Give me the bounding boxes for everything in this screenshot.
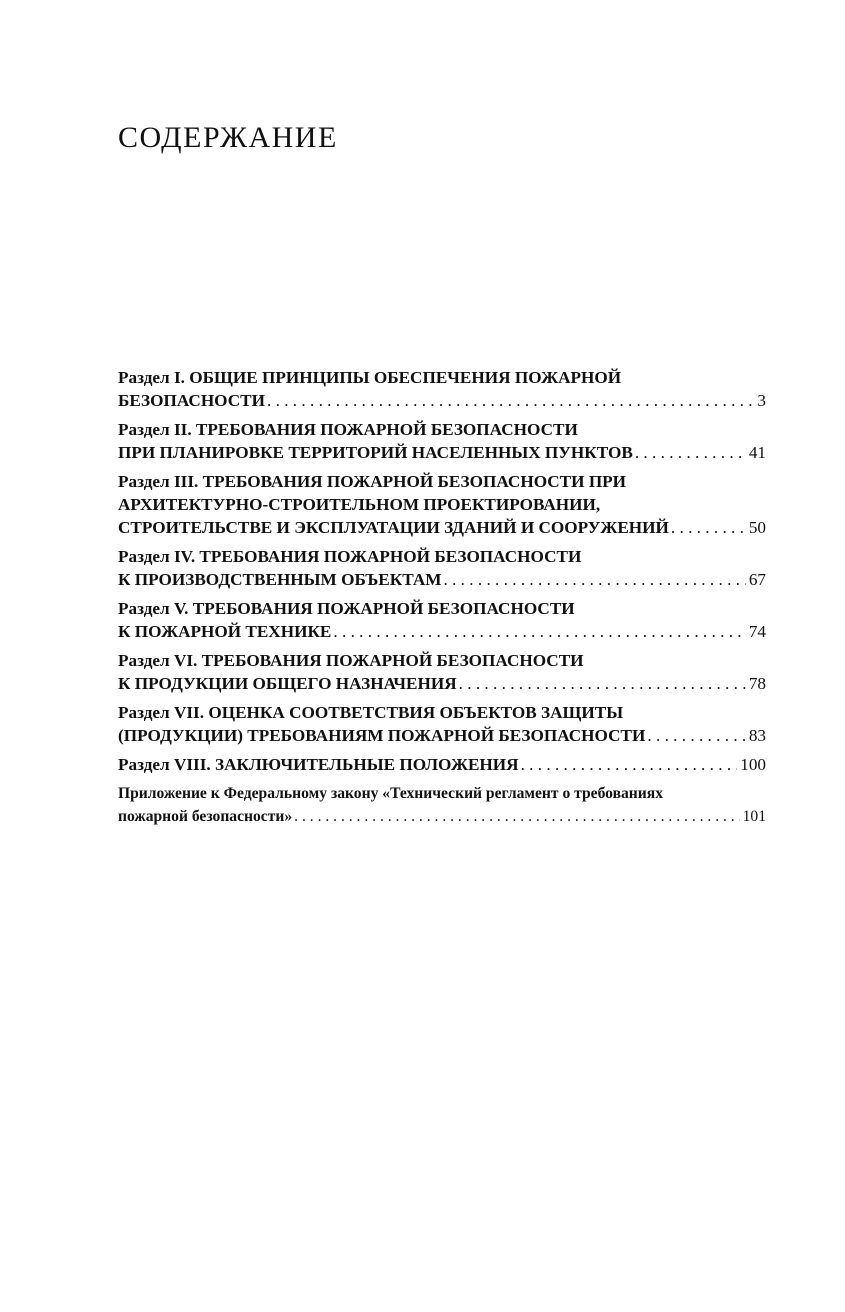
page-title: СОДЕРЖАНИЕ — [118, 121, 338, 154]
toc-entry[interactable] — [118, 701, 766, 747]
toc-entry-title-line: Раздел V. ТРЕБОВАНИЯ ПОЖАРНОЙ БЕЗОПАСНОСТИ — [118, 599, 575, 618]
toc-entry-title-line: Раздел II. ТРЕБОВАНИЯ ПОЖАРНОЙ БЕЗОПАСНОСТИ — [118, 420, 578, 439]
toc-entry[interactable] — [118, 649, 766, 695]
toc-page-number: 100 — [740, 755, 766, 774]
toc-entry-leader-row — [118, 724, 766, 747]
toc-entry-title-line: СТРОИТЕЛЬСТВЕ И ЭКСПЛУАТАЦИИ ЗДАНИЙ И СООРУЖЕНИЙ — [118, 518, 669, 537]
toc-entry-title-line: К ПРОДУКЦИИ ОБЩЕГО НАЗНАЧЕНИЯ — [118, 674, 457, 693]
toc-entry[interactable] — [118, 545, 766, 591]
toc-entry-title-line: К ПОЖАРНОЙ ТЕХНИКЕ — [118, 622, 332, 641]
toc-entry[interactable] — [118, 470, 766, 539]
toc-entry-title-line: Раздел I. ОБЩИЕ ПРИНЦИПЫ ОБЕСПЕЧЕНИЯ ПОЖАРНОЙ — [118, 368, 622, 387]
toc-entry-title-line: К ПРОИЗВОДСТВЕННЫМ ОБЪЕКТАМ — [118, 570, 442, 589]
toc-page-number: 67 — [748, 570, 766, 589]
toc-page-number: 74 — [748, 622, 766, 641]
toc-entry-title-line: (ПРОДУКЦИИ) ТРЕБОВАНИЯМ ПОЖАРНОЙ БЕЗОПАСНОСТИ — [118, 726, 646, 745]
toc-entry-leader-row — [118, 672, 766, 695]
toc-entry[interactable] — [118, 366, 766, 412]
toc-entry[interactable] — [118, 753, 766, 776]
toc-entry[interactable] — [118, 418, 766, 464]
toc-page-number: 3 — [757, 391, 766, 410]
toc-entry-title-line: АРХИТЕКТУРНО-СТРОИТЕЛЬНОМ ПРОЕКТИРОВАНИИ, — [118, 495, 601, 514]
toc-entry-title-line: Раздел VI. ТРЕБОВАНИЯ ПОЖАРНОЙ БЕЗОПАСНОСТИ — [118, 651, 584, 670]
toc-entry-title-line: ПРИ ПЛАНИРОВКЕ ТЕРРИТОРИЙ НАСЕЛЕННЫХ ПУНКТОВ — [118, 443, 633, 462]
toc-entry-title-line: пожарной безопасности» — [118, 808, 293, 825]
toc-entry-leader-row — [118, 753, 766, 776]
toc-page-number: 101 — [742, 808, 766, 825]
toc-entry-leader-row — [118, 441, 766, 464]
toc-entry-title-line: БЕЗОПАСНОСТИ — [118, 391, 266, 410]
toc-entry-title-line: Приложение к Федеральному закону «Технический регламент о требованиях — [118, 785, 664, 802]
toc-entry-title-line: Раздел VII. ОЦЕНКА СООТВЕТСТВИЯ ОБЪЕКТОВ ЗАЩИТЫ — [118, 703, 624, 722]
toc-entry-title-line: Раздел VIII. ЗАКЛЮЧИТЕЛЬНЫЕ ПОЛОЖЕНИЯ — [118, 755, 519, 774]
dot-leader — [457, 672, 746, 695]
toc-entry-leader-row — [118, 389, 766, 412]
toc-entry-title-line: Раздел IV. ТРЕБОВАНИЯ ПОЖАРНОЙ БЕЗОПАСНОСТИ — [118, 547, 582, 566]
toc-page-number: 50 — [748, 518, 766, 537]
dot-leader — [645, 724, 745, 747]
toc-entry-appendix[interactable] — [118, 782, 766, 828]
dot-leader — [669, 516, 746, 539]
toc-page-number: 83 — [748, 726, 766, 745]
dot-leader — [519, 753, 738, 776]
toc-entry[interactable] — [118, 597, 766, 643]
dot-leader — [292, 805, 739, 828]
dot-leader — [331, 620, 745, 643]
toc-entry-title-line: Раздел III. ТРЕБОВАНИЯ ПОЖАРНОЙ БЕЗОПАСНОСТИ ПРИ — [118, 472, 627, 491]
dot-leader — [633, 441, 746, 464]
toc-entry-leader-row — [118, 620, 766, 643]
table-of-contents — [118, 366, 766, 834]
toc-page-number: 78 — [748, 674, 766, 693]
toc-entry-leader-row — [118, 805, 766, 828]
toc-page-number: 41 — [748, 443, 766, 462]
dot-leader — [265, 389, 754, 412]
toc-entry-leader-row — [118, 516, 766, 539]
toc-entry-leader-row — [118, 568, 766, 591]
dot-leader — [441, 568, 745, 591]
